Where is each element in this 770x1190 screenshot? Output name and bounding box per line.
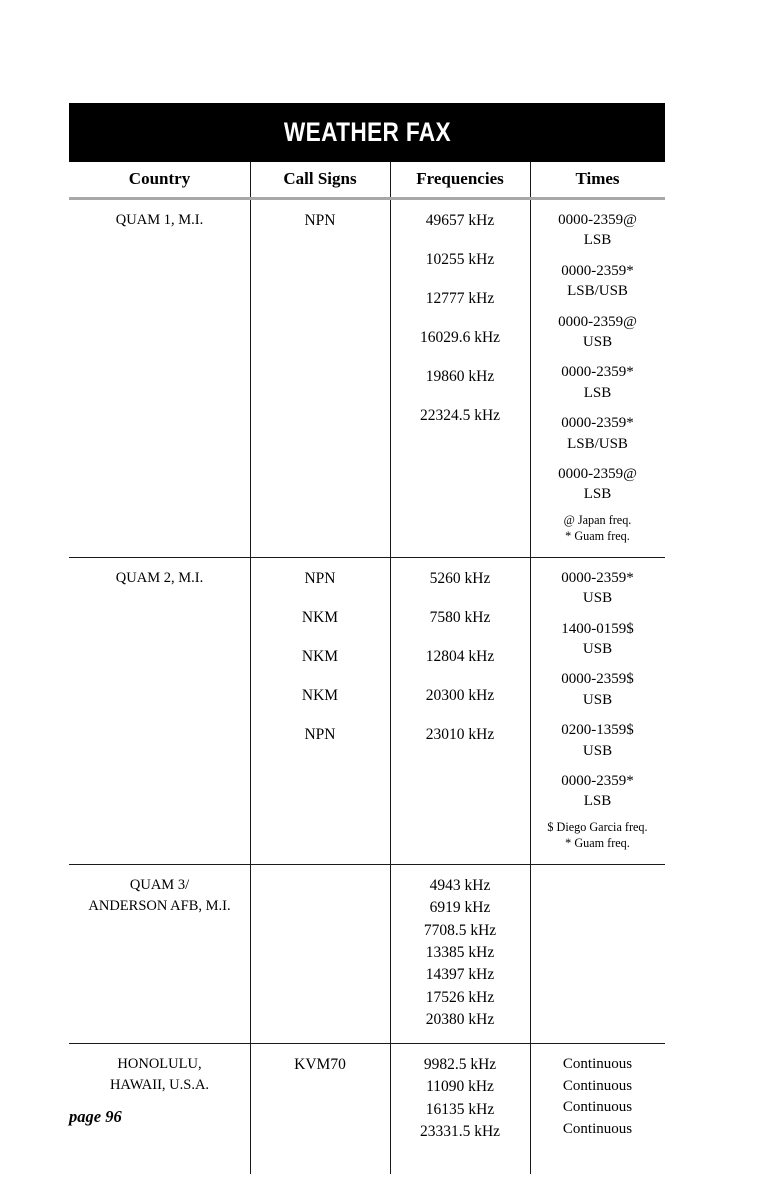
time-range: 0000-2359* — [561, 569, 634, 586]
frequency: 9982.5 kHz — [423, 1056, 497, 1074]
time-range: 1400-0159$ — [561, 620, 634, 637]
call-sign: NPN — [304, 725, 336, 743]
cell-call-signs — [250, 558, 390, 864]
cell-call-signs — [250, 200, 390, 557]
column-header-frequencies: Frequencies — [390, 162, 530, 197]
frequency: 23010 kHz — [425, 725, 495, 743]
frequency: 17526 kHz — [425, 988, 495, 1006]
time-range: 0000-2359* — [561, 364, 634, 381]
frequency: 6919 kHz — [429, 899, 491, 917]
footnote: * Guam freq. — [565, 836, 630, 851]
time-entry — [534, 261, 661, 302]
cell-times — [530, 1044, 665, 1174]
footnote: $ Diego Garcia freq. — [547, 819, 648, 834]
cell-frequencies — [390, 1044, 530, 1174]
column-header-call-signs: Call Signs — [250, 162, 390, 197]
call-sign: NKM — [301, 608, 339, 626]
time-entry — [534, 464, 661, 505]
frequency: 23331.5 kHz — [419, 1123, 501, 1141]
time-range: 0000-2359@ — [558, 465, 637, 482]
time-range: 0000-2359* — [561, 262, 634, 279]
call-sign: NKM — [301, 686, 339, 704]
cell-country: QUAM 1, M.I. — [115, 212, 204, 228]
time-mode: USB — [582, 691, 613, 708]
time-range: 0000-2359* — [561, 773, 634, 789]
time-list — [534, 210, 661, 505]
time-mode: USB — [582, 641, 613, 658]
cell-times — [530, 200, 665, 557]
time-entry — [534, 619, 661, 660]
column-header-country: Country — [128, 169, 191, 188]
frequency: 13385 kHz — [425, 943, 495, 961]
frequency: 4943 kHz — [429, 876, 491, 894]
time-mode: LSB — [583, 232, 612, 249]
frequency: 16029.6 kHz — [419, 329, 501, 346]
footnote: * Guam freq. — [565, 529, 630, 544]
frequency-list — [394, 210, 526, 427]
time-entry — [534, 210, 661, 251]
time-mode: LSB — [583, 793, 612, 810]
weather-fax-table — [69, 103, 665, 1174]
frequency: 19860 kHz — [425, 368, 495, 385]
cell-frequencies — [390, 558, 530, 864]
time-entry: Continuous — [562, 1077, 633, 1094]
table-row — [69, 865, 665, 1043]
cell-call-signs — [250, 1044, 390, 1174]
time-entry — [534, 720, 661, 761]
time-entry: Continuous — [562, 1099, 633, 1116]
cell-frequencies — [390, 200, 530, 557]
frequency-list — [394, 1054, 526, 1143]
column-header-times: Times — [530, 162, 665, 197]
table-title-bar — [69, 103, 665, 162]
frequency: 22324.5 kHz — [419, 407, 501, 424]
time-mode: LSB/USB — [567, 283, 628, 300]
time-list — [534, 1054, 661, 1140]
footnote-list — [534, 819, 661, 852]
frequency: 16135 kHz — [425, 1100, 495, 1118]
time-entry — [534, 312, 661, 353]
time-range: 0000-2359@ — [558, 313, 637, 330]
time-list — [534, 568, 661, 812]
time-entry — [534, 669, 661, 710]
frequency: 12777 kHz — [425, 290, 495, 307]
time-mode: USB — [582, 333, 613, 350]
frequency: 7580 kHz — [429, 608, 491, 626]
table-header-row — [69, 162, 665, 197]
cell-times — [530, 558, 665, 864]
call-sign-list — [254, 210, 386, 232]
call-sign-list — [254, 568, 386, 746]
time-range: 0200-1359$ — [561, 722, 634, 739]
time-mode: LSB — [583, 384, 612, 401]
cell-frequencies — [390, 865, 530, 1043]
frequency: 20300 kHz — [425, 686, 495, 704]
table-row — [69, 1044, 665, 1174]
frequency-list — [394, 568, 526, 746]
cell-country: QUAM 2, M.I. — [115, 569, 204, 586]
table-row — [69, 558, 665, 864]
frequency-list — [394, 875, 526, 1031]
time-range: 0000-2359$ — [561, 671, 634, 688]
frequency: 11090 kHz — [426, 1078, 494, 1096]
cell-times — [530, 865, 665, 1043]
call-sign: KVM70 — [294, 1056, 346, 1074]
frequency: 7708.5 kHz — [423, 921, 497, 939]
call-sign: NKM — [301, 647, 339, 665]
frequency: 12804 kHz — [425, 647, 495, 665]
page-number: page 96 — [69, 1107, 122, 1126]
time-entry — [534, 362, 661, 403]
time-mode: LSB/USB — [567, 435, 628, 452]
time-entry: Continuous — [562, 1056, 633, 1073]
call-sign: NPN — [304, 212, 336, 229]
frequency: 14397 kHz — [425, 966, 495, 984]
time-range: 0000-2359@ — [558, 212, 637, 228]
frequency: 10255 kHz — [425, 251, 495, 268]
footnote-list — [534, 512, 661, 545]
frequency: 5260 kHz — [429, 569, 491, 587]
table-title: WEATHER FAX — [283, 117, 451, 147]
frequency: 49657 kHz — [425, 212, 495, 229]
time-mode: USB — [582, 590, 613, 607]
frequency: 20380 kHz — [425, 1010, 495, 1028]
country-line: HAWAII, U.S.A. — [109, 1076, 210, 1093]
time-entry — [534, 413, 661, 454]
cell-country — [69, 865, 250, 1043]
country-line: HONOLULU, — [117, 1056, 202, 1073]
table-row — [69, 200, 665, 557]
time-range: 0000-2359* — [561, 415, 634, 432]
time-entry: Continuous — [562, 1120, 633, 1137]
time-mode: USB — [582, 742, 613, 759]
time-mode: LSB — [583, 486, 612, 503]
time-entry — [534, 568, 661, 609]
call-sign: NPN — [304, 569, 336, 587]
time-entry — [534, 771, 661, 812]
country-line: QUAM 3/ — [129, 876, 190, 893]
cell-call-signs — [250, 865, 390, 1043]
country-line: ANDERSON AFB, M.I. — [88, 897, 231, 914]
footnote: @ Japan freq. — [563, 512, 632, 527]
